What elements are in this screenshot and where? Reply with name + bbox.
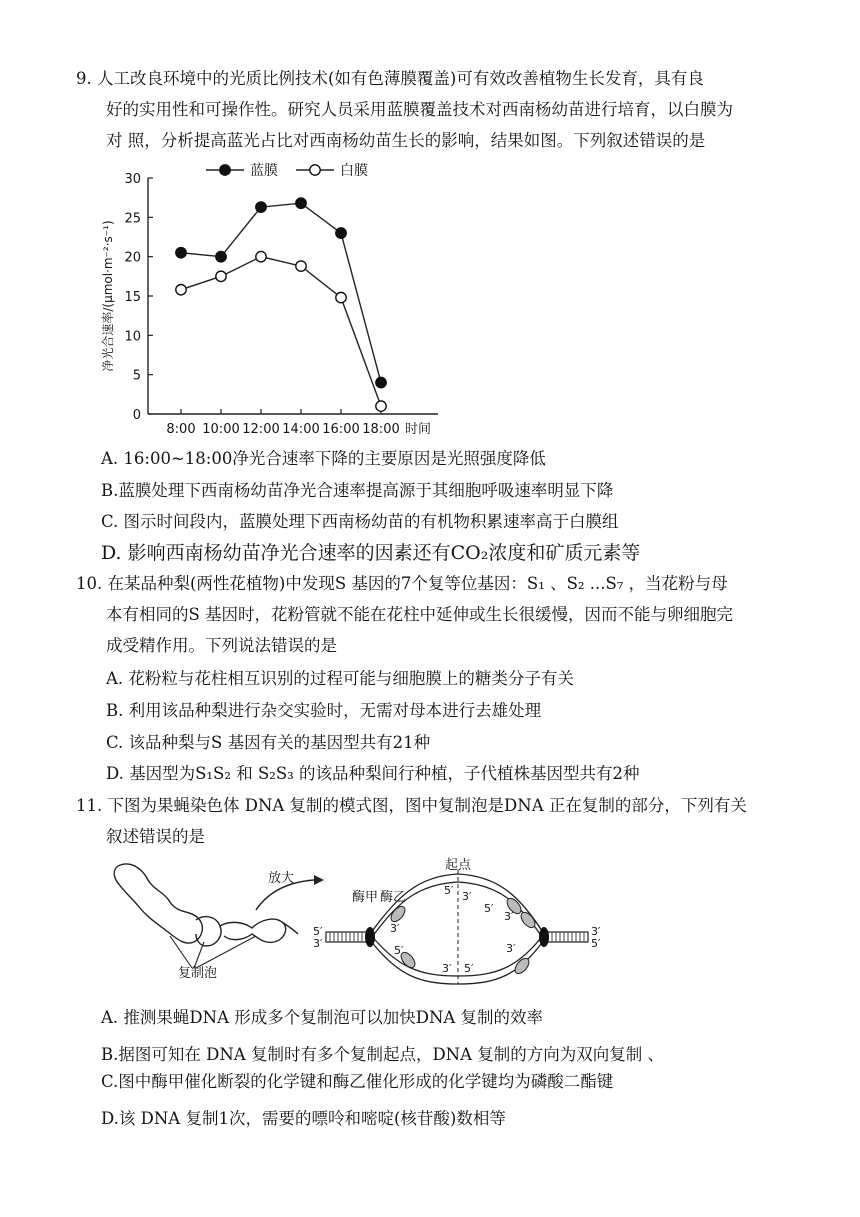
origin-bottom-3prime: 3′	[442, 962, 452, 975]
q10-option-d: D. 基因型为S₁S₂ 和 S₂S₃ 的该品种梨间行种植，子代植株基因型共有2种	[106, 764, 640, 783]
bubble-pointer-lines	[170, 936, 256, 968]
q9-option-a: A. 16:00~18:00净光合速率下降的主要原因是光照强度降低	[101, 449, 546, 468]
q11-option-b: B.据图可知在 DNA 复制时有多个复制起点，DNA 复制的方向为双向复制 、	[101, 1045, 665, 1064]
right-bottom-5prime: 5′	[591, 937, 601, 950]
dna-left-duplex	[326, 932, 366, 942]
zoom-arrowhead	[314, 875, 324, 885]
y-tick-label: 5	[132, 368, 141, 384]
series-line-1	[181, 203, 381, 382]
q9-stem-line-1: 9. 人工改良环境中的光质比例技术(如有色薄膜覆盖)可有效改善植物生长发育，具有良	[76, 69, 704, 88]
y-tick-label: 10	[124, 329, 141, 345]
chart-legend	[206, 162, 368, 179]
q10-stem-line-2: 本有相同的S 基因时，花粉管就不能在花柱中延伸或生长很缓慢，因而不能与卵细胞完	[106, 605, 734, 624]
dna-right-duplex	[548, 932, 588, 942]
enzyme-yi-icons	[388, 896, 537, 976]
left-top-5prime: 5′	[313, 925, 323, 938]
x-tick-label: 8:00	[166, 422, 196, 437]
fork-right-3prime: 3′	[506, 942, 516, 955]
origin-top-3prime: 3′	[462, 890, 472, 903]
y-axis-label: 净光合速率/(μmol·m⁻²·s⁻¹)	[101, 220, 115, 372]
fork-left-3prime: 3′	[390, 922, 400, 935]
fork-right-top-5prime: 5′	[484, 902, 494, 915]
data-point	[376, 377, 386, 387]
x-tick-label: 18:00	[362, 422, 400, 437]
q9-option-d: D. 影响西南杨幼苗净光合速率的因素还有CO₂浓度和矿质元素等	[101, 542, 641, 564]
q10-option-b: B. 利用该品种梨进行杂交实验时，无需对母本进行去雄处理	[106, 701, 542, 720]
q11-option-a: A. 推测果蝇DNA 形成多个复制泡可以加快DNA 复制的效率	[101, 1008, 544, 1027]
q11-option-d: D.该 DNA 复制1次，需要的嘌呤和嘧啶(核苷酸)数相等	[101, 1109, 506, 1128]
q10-option-c: C. 该品种梨与S 基因有关的基因型共有21种	[106, 733, 431, 752]
x-tick-label: 16:00	[322, 422, 360, 437]
data-point	[296, 261, 306, 271]
x-tick-label: 14:00	[282, 422, 320, 437]
x-axis-label: 时间	[405, 422, 432, 437]
series-line-2	[181, 257, 381, 406]
data-point	[176, 285, 186, 295]
origin-top-5prime: 5′	[444, 884, 454, 897]
legend-label-1: 蓝膜	[250, 163, 278, 179]
fork-right-top-3prime: 3′	[504, 910, 514, 923]
data-point	[256, 251, 266, 261]
data-point	[176, 248, 186, 258]
y-tick-label: 20	[124, 250, 141, 266]
enzyme-b-label: 酶乙	[380, 890, 407, 905]
q11-option-c: C.图中酶甲催化断裂的化学键和酶乙催化形成的化学键均为磷酸二酯键	[101, 1072, 614, 1091]
y-tick-label: 0	[132, 408, 141, 423]
data-point	[216, 271, 226, 281]
q9-option-b: B.蓝膜处理下西南杨幼苗净光合速率提高源于其细胞呼吸速率明显下降	[101, 481, 614, 500]
data-point	[216, 251, 226, 261]
fork-left-5prime: 5′	[394, 944, 404, 957]
q9-stem-line-3: 对 照，分析提高蓝光占比对西南杨幼苗生长的影响，结果如图。下列叙述错误的是	[106, 131, 706, 150]
y-tick-label: 15	[124, 290, 141, 305]
bubble-label: 复制泡	[178, 966, 218, 981]
dna-replication-diagram	[108, 856, 608, 986]
net-photosynthesis-chart	[96, 156, 456, 438]
x-tick-label: 12:00	[242, 422, 280, 437]
y-tick-label: 25	[124, 211, 141, 227]
data-point	[336, 228, 346, 238]
origin-label: 起点	[444, 858, 472, 873]
legend-marker	[310, 165, 320, 175]
left-bottom-3prime: 3′	[313, 937, 323, 950]
enzyme-jia-right-icon	[539, 927, 549, 947]
chart-series	[176, 198, 386, 411]
q11-stem-line-1: 11. 下图为果蝇染色体 DNA 复制的模式图，图中复制泡是DNA 正在复制的部分，下列有关	[76, 796, 747, 815]
q10-stem-line-1: 10. 在某品种梨(两性花植物)中发现S 基因的7个复等位基因：S₁ 、S₂ ...S₇ ，当花粉与母	[76, 574, 728, 593]
enzyme-jia-icon	[365, 927, 375, 947]
origin-bottom-5prime: 5′	[464, 962, 474, 975]
q10-stem-line-3: 成受精作用。下列说法错误的是	[106, 636, 337, 655]
zoom-label: 放大	[268, 871, 295, 886]
data-point	[336, 292, 346, 302]
legend-marker	[220, 165, 230, 175]
q11-stem-line-2: 叙述错误的是	[106, 827, 205, 846]
data-point	[376, 401, 386, 411]
q10-option-a: A. 花粉粒与花柱相互识别的过程可能与细胞膜上的糖类分子有关	[106, 669, 574, 688]
data-point	[256, 202, 266, 212]
legend-label-2: 白膜	[340, 163, 368, 179]
right-top-3prime: 3′	[591, 925, 601, 938]
enzyme-a-label: 酶甲	[352, 890, 379, 905]
x-tick-label: 10:00	[202, 422, 240, 437]
y-tick-label: 30	[124, 172, 141, 187]
q9-option-c: C. 图示时间段内，蓝膜处理下西南杨幼苗的有机物积累速率高于白膜组	[101, 512, 619, 531]
q9-stem-line-2: 好的实用性和可操作性。研究人员采用蓝膜覆盖技术对西南杨幼苗进行培育，以白膜为	[106, 100, 733, 119]
chart-axes	[100, 172, 438, 437]
data-point	[296, 198, 306, 208]
